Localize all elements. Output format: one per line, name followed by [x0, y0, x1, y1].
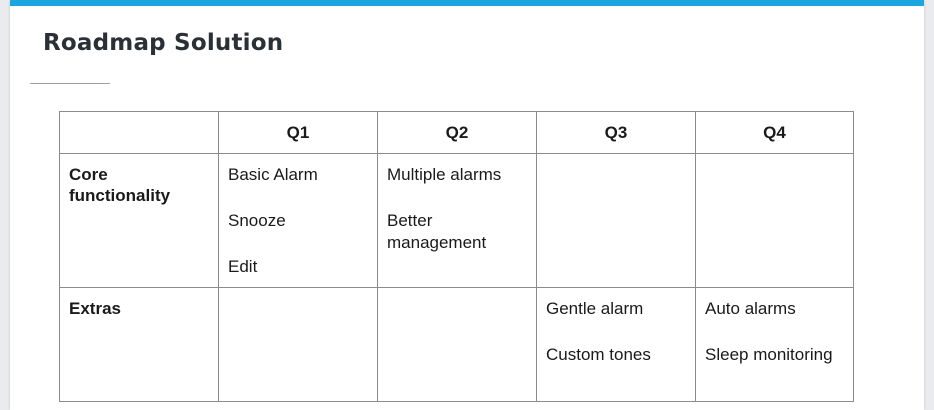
roadmap-item: Edit: [228, 257, 258, 276]
cell-core-q3: [537, 154, 696, 288]
cell-extras-q1: [219, 288, 378, 402]
cell-extras-q3: [537, 288, 696, 402]
roadmap-item: Custom tones: [546, 345, 651, 364]
roadmap-table: [59, 111, 854, 402]
roadmap-item: Better management: [387, 211, 487, 252]
slide-title: Roadmap Solution: [43, 30, 284, 56]
title-underline: [30, 83, 110, 84]
header-cell-q4: Q4: [696, 112, 854, 154]
cell-extras-q4: [696, 288, 854, 402]
header-cell-q1: Q1: [219, 112, 378, 154]
roadmap-item: Gentle alarm: [546, 299, 644, 318]
roadmap-item: Auto alarms: [705, 299, 796, 318]
roadmap-item: Basic Alarm: [228, 165, 318, 184]
accent-bar: [10, 0, 924, 6]
cell-core-q1: [219, 154, 378, 288]
header-row: [60, 112, 854, 154]
header-cell-q2: Q2: [378, 112, 537, 154]
cell-core-q2: [378, 154, 537, 288]
row-label-cell: [60, 288, 219, 402]
header-cell-q3: Q3: [537, 112, 696, 154]
roadmap-item: Multiple alarms: [387, 165, 502, 184]
cell-core-q4: [696, 154, 854, 288]
row-label-cell: [60, 154, 219, 288]
row-label: Extras: [69, 299, 121, 318]
cell-extras-q2: [378, 288, 537, 402]
table-row-core-functionality: [60, 154, 854, 288]
header-cell-empty: [60, 112, 219, 154]
roadmap-item: Snooze: [228, 211, 286, 230]
row-label: Core functionality: [69, 165, 171, 205]
roadmap-item: Sleep monitoring: [705, 345, 833, 364]
table-row-extras: [60, 288, 854, 402]
